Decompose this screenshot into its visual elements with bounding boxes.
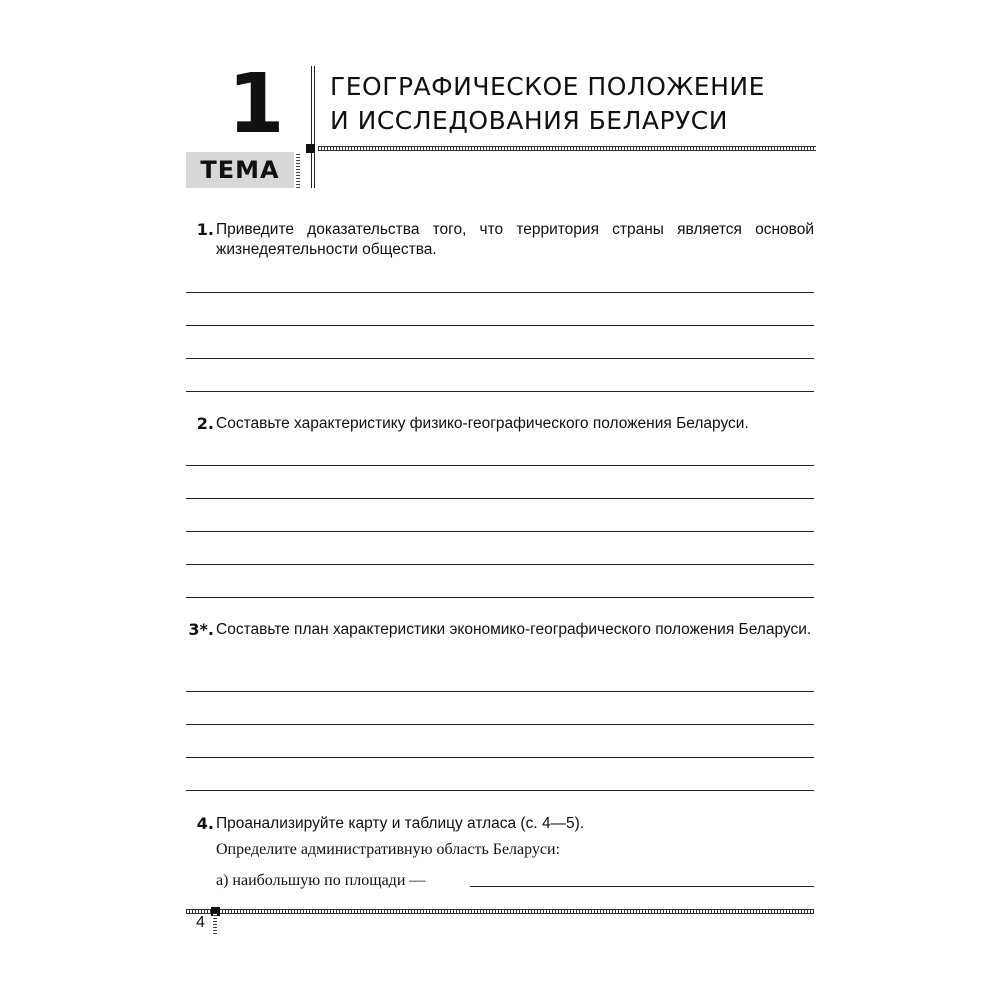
question-1-text: Приведите доказательства того, что территория страны является основой жизнедеятельности общества. bbox=[216, 221, 814, 258]
header-rule bbox=[318, 146, 816, 151]
answer-line[interactable] bbox=[186, 564, 814, 565]
page-number: 4 bbox=[196, 914, 205, 931]
question-4-item-a: а) наибольшую по площади — bbox=[216, 872, 426, 889]
topic-number: 1 bbox=[227, 57, 285, 152]
answer-line[interactable] bbox=[186, 790, 814, 791]
answer-line[interactable] bbox=[186, 358, 814, 359]
answer-line[interactable] bbox=[186, 325, 814, 326]
answer-line[interactable] bbox=[186, 691, 814, 692]
topic-label: ТЕМА bbox=[200, 156, 280, 184]
question-4-subtext: Определите административную область Беларуси: bbox=[216, 841, 561, 858]
footer-rule bbox=[186, 909, 814, 914]
question-2-number: 2. bbox=[196, 414, 214, 433]
answer-line[interactable] bbox=[186, 498, 814, 499]
answer-line[interactable] bbox=[186, 465, 814, 466]
question-2-text: Составьте характеристику физико-географического положения Беларуси. bbox=[216, 415, 749, 432]
answer-line[interactable] bbox=[186, 531, 814, 532]
answer-line[interactable] bbox=[186, 292, 814, 293]
topic-label-strip bbox=[296, 152, 300, 188]
question-4-number: 4. bbox=[196, 814, 214, 833]
answer-line[interactable] bbox=[186, 757, 814, 758]
page-title bbox=[330, 70, 765, 138]
question-4-text: Проанализируйте карту и таблицу атласа (с. 4—5). bbox=[216, 815, 585, 832]
question-3-number: 3*. bbox=[188, 620, 214, 639]
answer-line-item-a[interactable] bbox=[470, 886, 814, 887]
header-rule-marker bbox=[306, 144, 315, 153]
title-line-2: И ИССЛЕДОВАНИЯ БЕЛАРУСИ bbox=[330, 106, 728, 135]
answer-line[interactable] bbox=[186, 391, 814, 392]
header-vertical-divider bbox=[311, 66, 315, 188]
question-3-text: Составьте план характеристики экономико-географического положения Беларуси. bbox=[216, 621, 812, 638]
footer-strip bbox=[213, 914, 217, 934]
title-line-1: ГЕОГРАФИЧЕСКОЕ ПОЛОЖЕНИЕ bbox=[330, 72, 765, 101]
question-1-number: 1. bbox=[196, 220, 214, 239]
answer-line[interactable] bbox=[186, 597, 814, 598]
answer-line[interactable] bbox=[186, 724, 814, 725]
